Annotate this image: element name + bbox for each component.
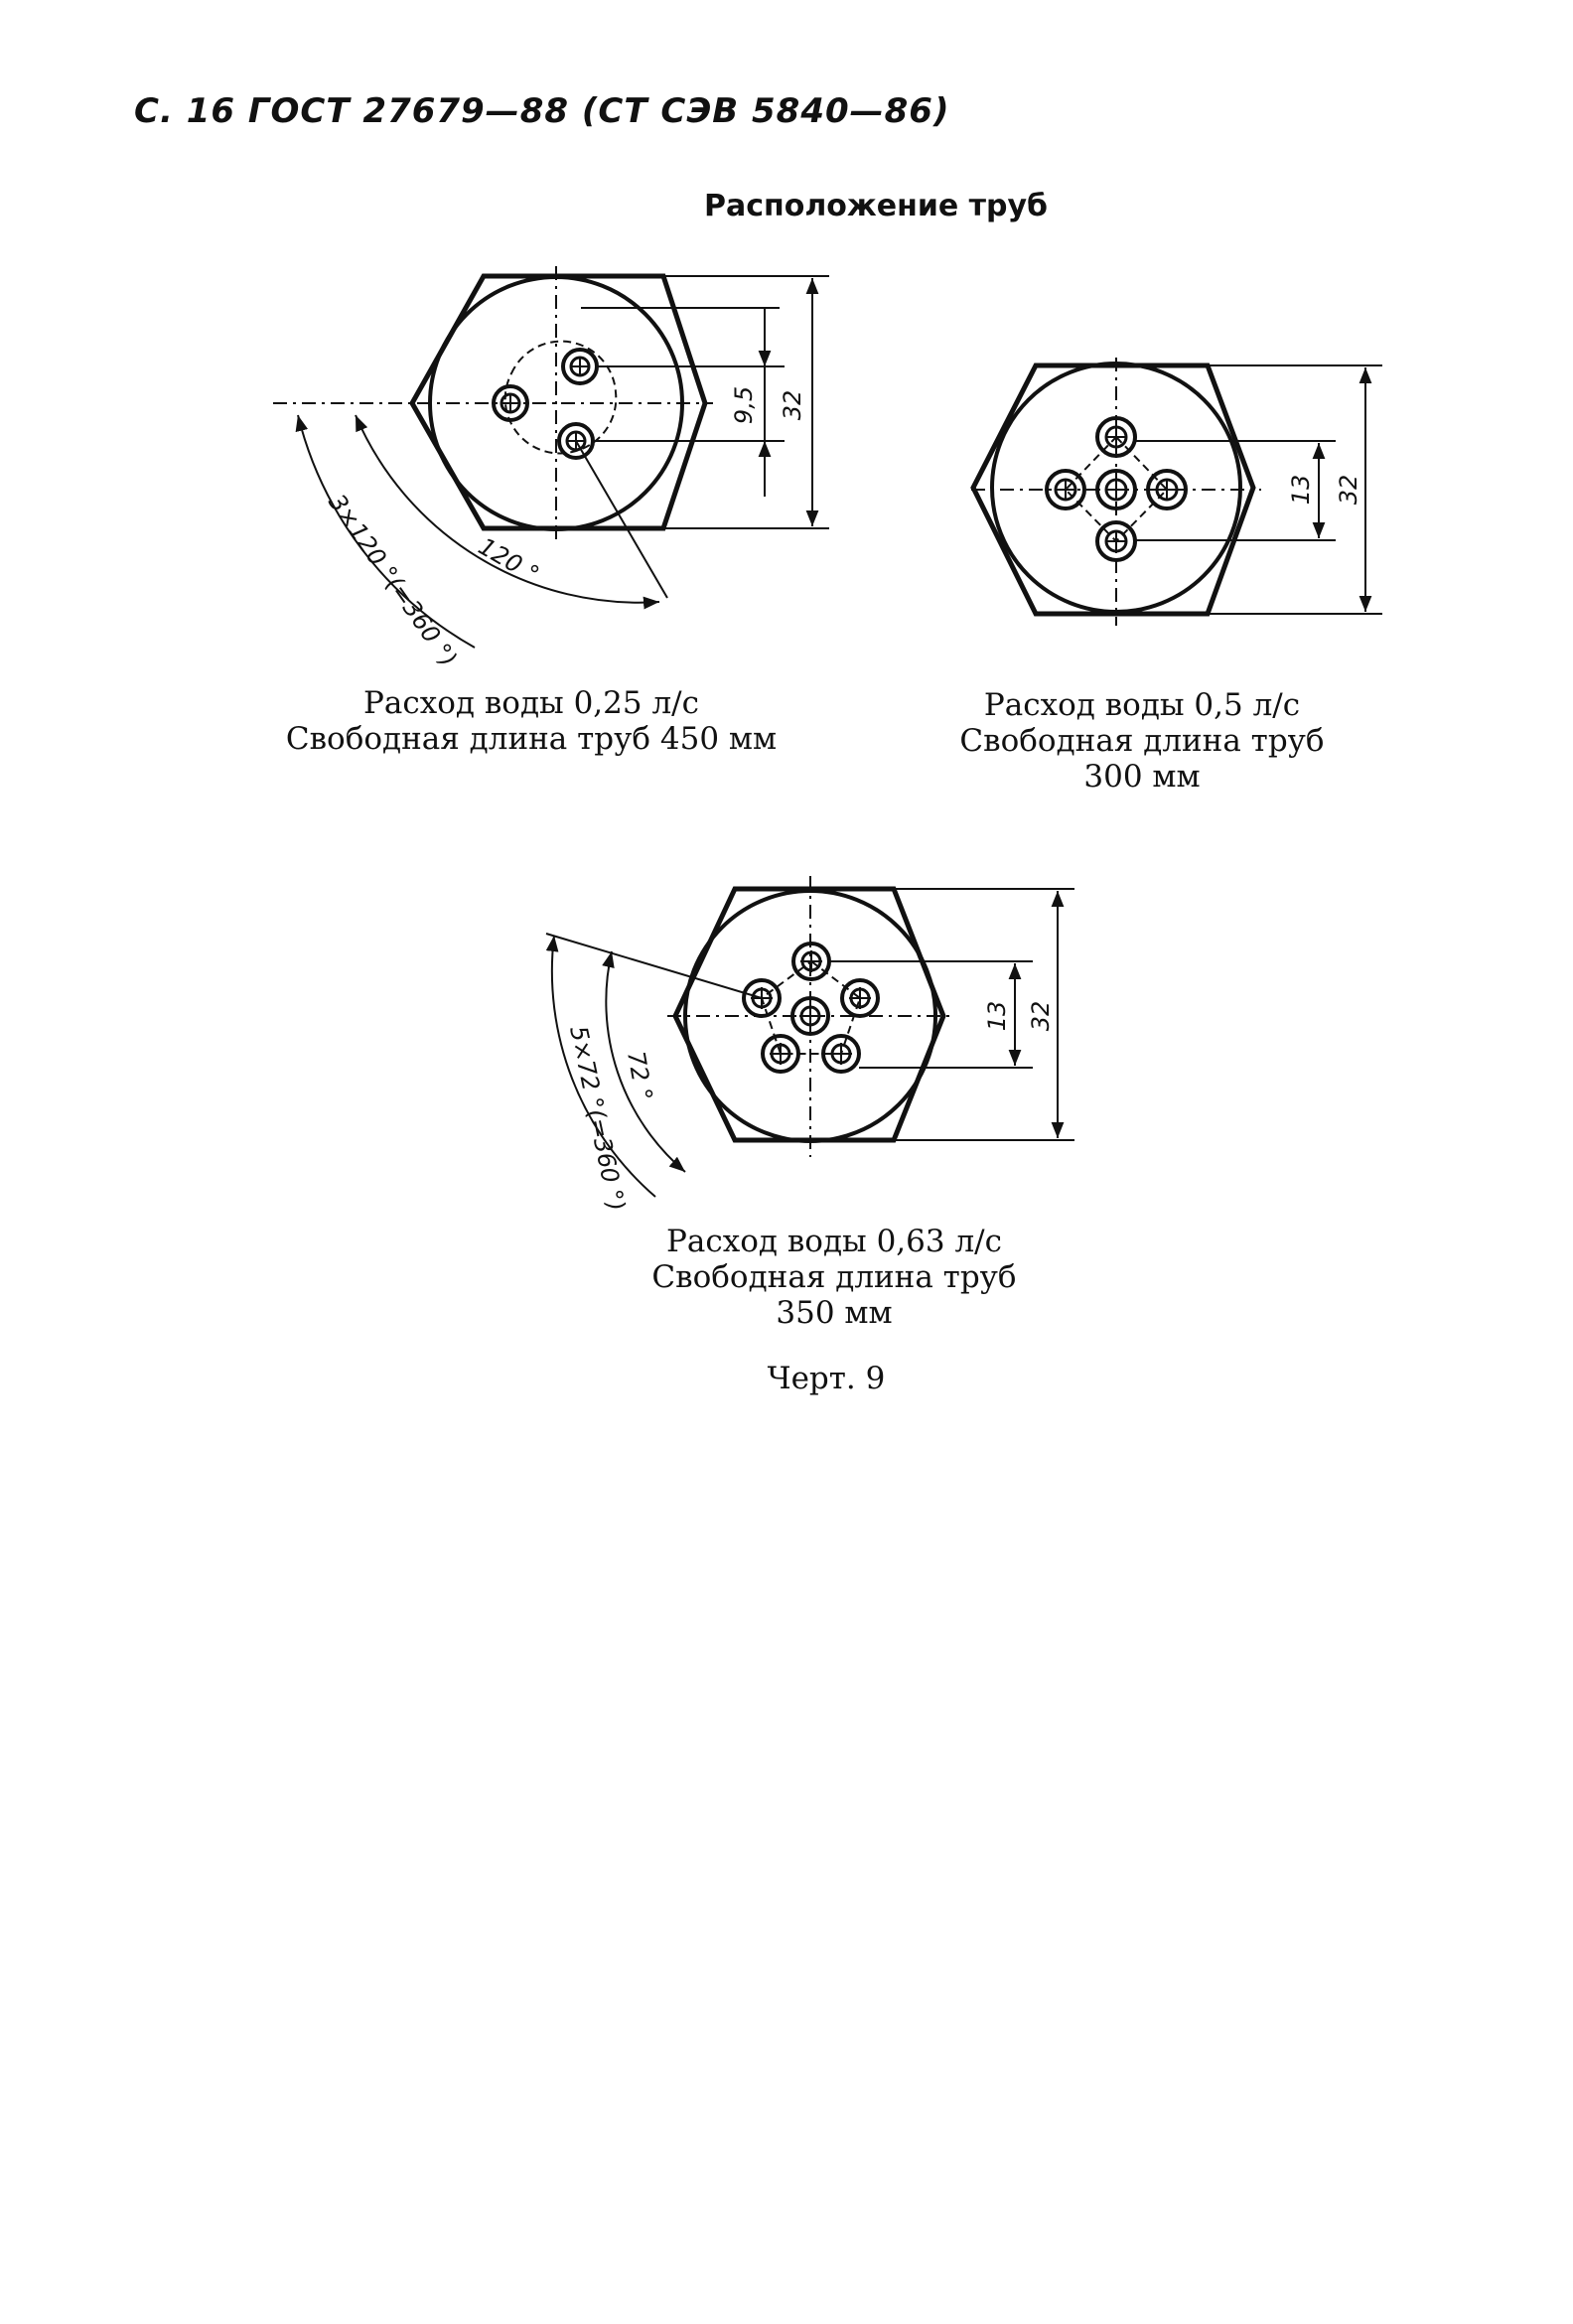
dim-angle: 120 ° xyxy=(474,531,544,589)
pipe xyxy=(842,980,878,1016)
pipe xyxy=(563,350,597,383)
figure-number: Черт. 9 xyxy=(767,1361,886,1396)
page-header: С. 16 ГОСТ 27679—88 (СТ СЭВ 5840—86) xyxy=(134,91,950,131)
pipe xyxy=(494,386,527,420)
dim-large: 32 xyxy=(1027,1000,1055,1032)
free-length: Свободная длина труб xyxy=(959,723,1325,759)
figure-2-caption xyxy=(933,687,1351,795)
pipe xyxy=(763,1036,798,1072)
figure-3-drawing xyxy=(546,876,1074,1214)
free-length-value: 350 мм xyxy=(776,1295,893,1331)
free-length: Свободная длина труб 450 мм xyxy=(285,721,778,757)
flow-rate: Расход воды 0,63 л/с xyxy=(666,1224,1002,1259)
free-length-value: 300 мм xyxy=(1083,759,1201,795)
dim-angle-total: 5×72 °(=360 °) xyxy=(564,1023,631,1214)
dim-angle-total: 3×120 °(=360 °) xyxy=(323,489,463,672)
free-length: Свободная длина труб xyxy=(651,1259,1017,1295)
figure-2-drawing xyxy=(971,358,1382,626)
dim-small: 9,5 xyxy=(730,385,758,425)
flow-rate: Расход воды 0,25 л/с xyxy=(363,685,699,721)
pipe xyxy=(1097,522,1135,560)
figure-3-caption xyxy=(626,1224,1043,1331)
figure-1-caption xyxy=(263,685,799,757)
dim-large: 32 xyxy=(779,389,806,421)
dim-large: 32 xyxy=(1335,474,1362,506)
dim-angle: 72 ° xyxy=(622,1049,658,1103)
flow-rate: Расход воды 0,5 л/с xyxy=(983,687,1301,723)
dim-small: 13 xyxy=(983,1000,1011,1032)
figure-1-drawing xyxy=(273,266,829,671)
dim-small: 13 xyxy=(1287,474,1315,506)
section-title: Расположение труб xyxy=(703,189,1049,223)
